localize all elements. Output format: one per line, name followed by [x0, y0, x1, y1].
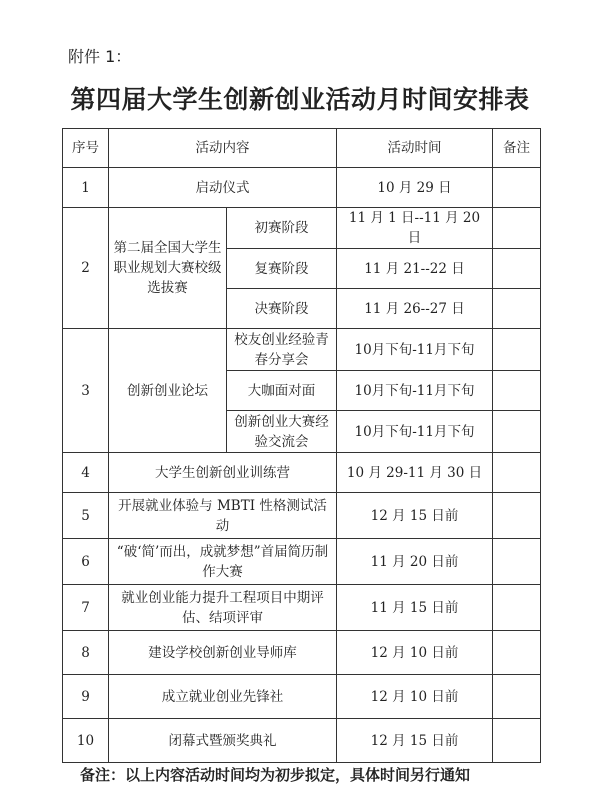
table-header-row [63, 129, 541, 168]
table-row [63, 585, 541, 631]
row-content: “破‘简’而出，成就梦想”首届简历制作大赛 [109, 539, 337, 585]
row-time: 12 月 15 日前 [337, 493, 493, 539]
stage-time: 11 月 1 日--11 月 20 日 [337, 208, 493, 249]
row-no: 9 [63, 675, 109, 719]
header-no: 序号 [63, 129, 109, 168]
row-time: 12 月 10 日前 [337, 675, 493, 719]
row-content: 启动仪式 [109, 168, 337, 208]
table-row [63, 168, 541, 208]
schedule-table [62, 128, 541, 763]
row-no: 2 [63, 208, 109, 329]
row-no: 8 [63, 631, 109, 675]
row-content: 大学生创新创业训练营 [109, 453, 337, 493]
row-no: 5 [63, 493, 109, 539]
page-title: 第四届大学生创新创业活动月时间安排表 [70, 85, 530, 114]
row-remark [493, 453, 541, 493]
header-remark: 备注 [493, 129, 541, 168]
row-content: 第二届全国大学生职业规划大赛校级选拔赛 [109, 208, 227, 329]
table-row [63, 631, 541, 675]
row-remark [493, 168, 541, 208]
table-row [63, 329, 541, 371]
stage-time: 10月下旬-11月下旬 [337, 411, 493, 453]
row-no: 6 [63, 539, 109, 585]
table-row [63, 719, 541, 763]
row-content: 建设学校创新创业导师库 [109, 631, 337, 675]
stage-name: 创新创业大赛经验交流会 [227, 411, 337, 453]
row-remark [493, 208, 541, 249]
stage-name: 初赛阶段 [227, 208, 337, 249]
row-remark [493, 411, 541, 453]
row-remark [493, 329, 541, 371]
row-remark [493, 631, 541, 675]
row-content: 创新创业论坛 [109, 329, 227, 453]
row-no: 7 [63, 585, 109, 631]
row-time: 10 月 29-11 月 30 日 [337, 453, 493, 493]
row-remark [493, 719, 541, 763]
row-time: 12 月 10 日前 [337, 631, 493, 675]
stage-time: 10月下旬-11月下旬 [337, 329, 493, 371]
row-no: 4 [63, 453, 109, 493]
header-time: 活动时间 [337, 129, 493, 168]
row-remark [493, 539, 541, 585]
stage-name: 复赛阶段 [227, 249, 337, 289]
stage-name: 校友创业经验青春分享会 [227, 329, 337, 371]
row-time: 12 月 15 日前 [337, 719, 493, 763]
row-no: 10 [63, 719, 109, 763]
table-row [63, 539, 541, 585]
stage-time: 11 月 21--22 日 [337, 249, 493, 289]
table-row [63, 208, 541, 249]
stage-time: 11 月 26--27 日 [337, 289, 493, 329]
row-remark [493, 289, 541, 329]
stage-time: 10月下旬-11月下旬 [337, 371, 493, 411]
row-remark [493, 585, 541, 631]
row-remark [493, 371, 541, 411]
stage-name: 决赛阶段 [227, 289, 337, 329]
row-no: 3 [63, 329, 109, 453]
row-time: 10 月 29 日 [337, 168, 493, 208]
stage-name: 大咖面对面 [227, 371, 337, 411]
row-time: 11 月 15 日前 [337, 585, 493, 631]
row-content: 就业创业能力提升工程项目中期评估、结项评审 [109, 585, 337, 631]
table-row [63, 675, 541, 719]
row-no: 1 [63, 168, 109, 208]
attachment-label: 附件 1： [68, 47, 132, 66]
row-content: 开展就业体验与 MBTI 性格测试活动 [109, 493, 337, 539]
row-remark [493, 675, 541, 719]
header-content: 活动内容 [109, 129, 337, 168]
row-content: 闭幕式暨颁奖典礼 [109, 719, 337, 763]
row-remark [493, 493, 541, 539]
row-remark [493, 249, 541, 289]
row-content: 成立就业创业先锋社 [109, 675, 337, 719]
footnote: 备注：以上内容活动时间均为初步拟定，具体时间另行通知 [80, 766, 471, 784]
table-row [63, 493, 541, 539]
table-row [63, 453, 541, 493]
row-time: 11 月 20 日前 [337, 539, 493, 585]
